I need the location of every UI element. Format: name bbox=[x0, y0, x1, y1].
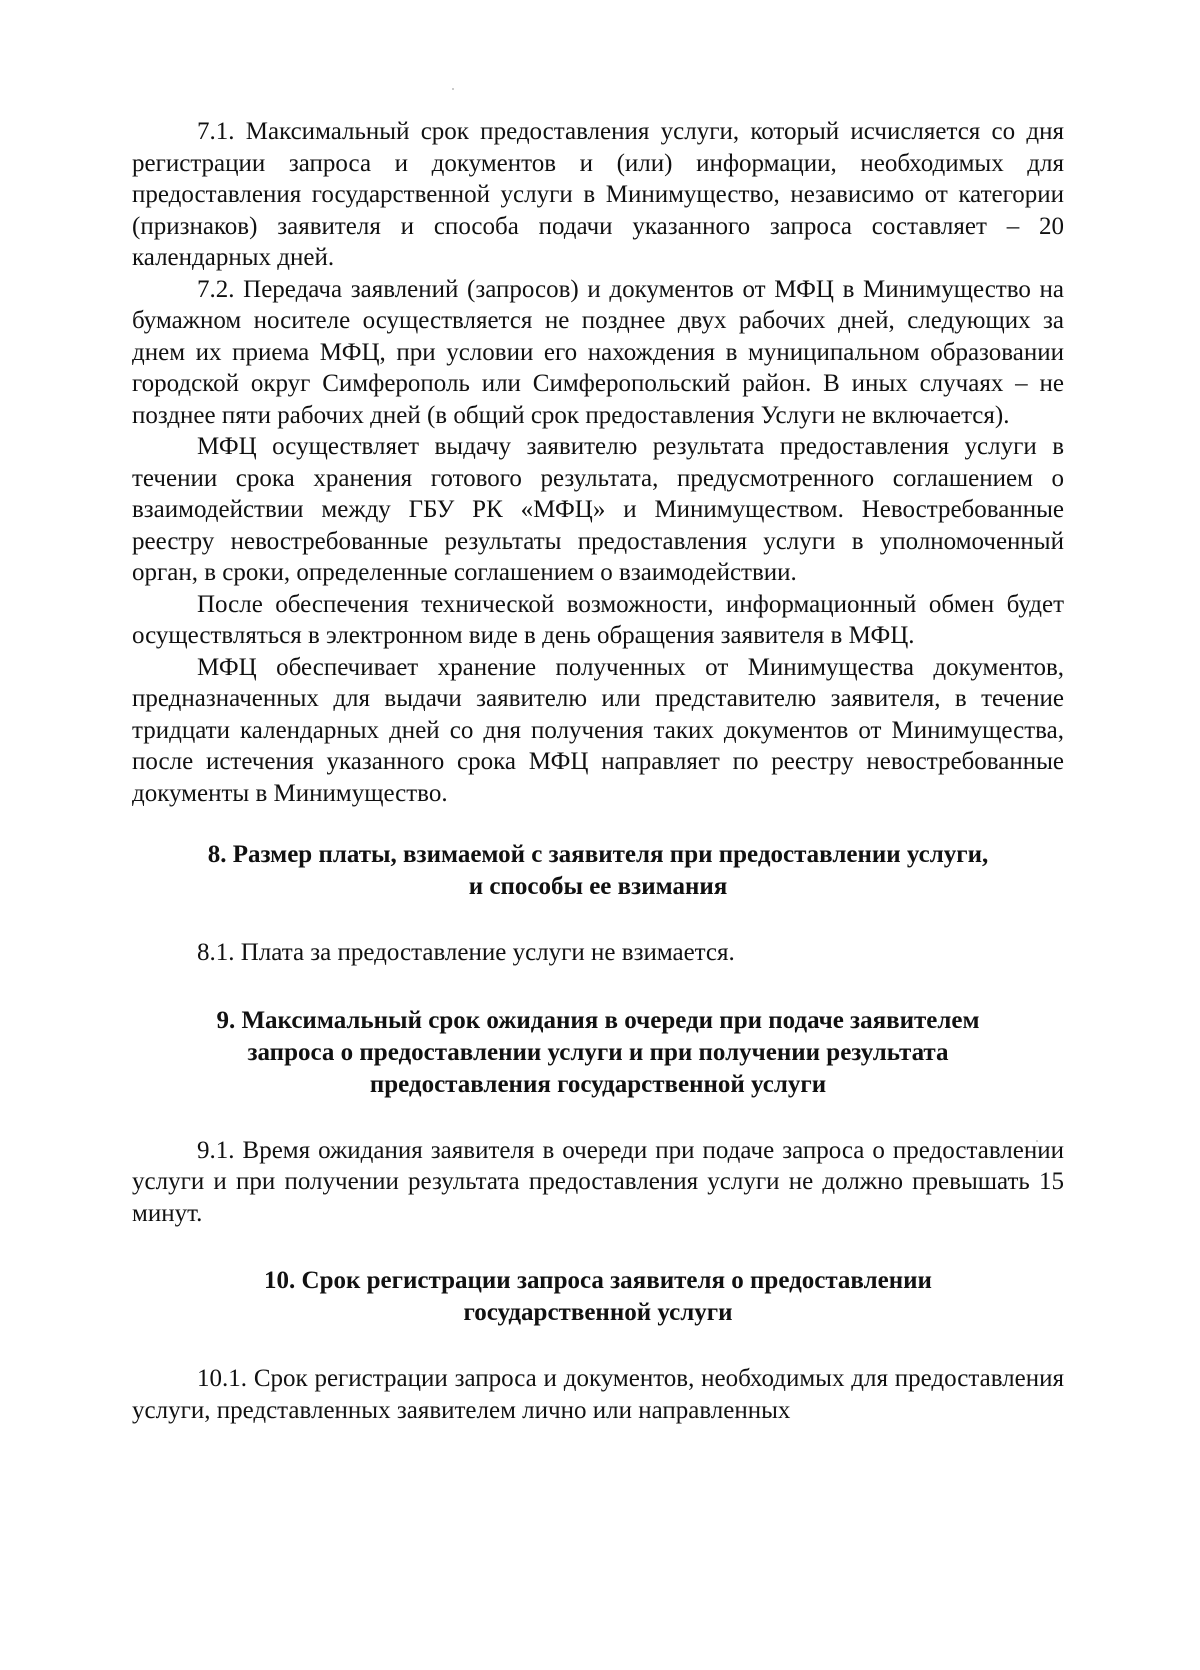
heading-8-line-1: 8. Размер платы, взимаемой с заявителя при предоставлении услуги, bbox=[207, 841, 989, 868]
spacer bbox=[132, 1101, 1064, 1135]
paragraph-10-1: 10.1. Срок регистрации запроса и документов, необходимых для предоставления услуги, представленных заявителем лично или направленных bbox=[132, 1365, 1064, 1424]
heading-9-line-2: запроса о предоставлении услуги и при получении результата bbox=[247, 1038, 949, 1066]
spacer bbox=[132, 903, 1064, 937]
heading-10-line-2: государственной услуги bbox=[463, 1299, 733, 1326]
paragraph-mfc-issue: МФЦ осуществляет выдачу заявителю результата предоставления услуги в течении срока хранения готового результата, предусмотренного соглашением о взаимодействии между ГБУ РК «МФЦ» и Минимуществом. Невостребованные реестру невостребованные результаты предоставления услуги в уполномоченный орган, в сроки, определенные соглашением о взаимодействии. bbox=[132, 433, 1064, 586]
section-heading-10 bbox=[132, 1265, 1064, 1329]
section-heading-9 bbox=[132, 1005, 1064, 1101]
paragraph-9-1: 9.1. Время ожидания заявителя в очереди при подаче запроса о предоставлении услуги и при получении результата предоставления услуги не должно превышать 15 минут. bbox=[132, 1136, 1064, 1227]
spacer bbox=[132, 1329, 1064, 1363]
spacer bbox=[132, 809, 1064, 839]
heading-9-line-3: предоставления государственной услуги bbox=[369, 1070, 827, 1098]
heading-9-line-1: 9. Максимальный срок ожидания в очереди при подаче заявителем bbox=[216, 1006, 980, 1034]
heading-10-line-1: 10. Срок регистрации запроса заявителя о предоставлении bbox=[264, 1267, 932, 1294]
spacer bbox=[132, 969, 1064, 1005]
paragraph-7-1: 7.1. Максимальный срок предоставления услуги, который исчисляется со дня регистрации запроса и документов и (или) информации, необходимых для предоставления государственной услуги в Минимущество, независимо от категории (признаков) заявителя и способа подачи указанного запроса составляет – 20 календарных дней. bbox=[132, 118, 1064, 271]
spacer bbox=[132, 1229, 1064, 1265]
paragraph-8-1: 8.1. Плата за предоставление услуги не взимается. bbox=[197, 939, 735, 966]
section-heading-8 bbox=[132, 839, 1064, 903]
paragraph-7-2: 7.2. Передача заявлений (запросов) и документов от МФЦ в Минимущество на бумажном носителе осуществляется не позднее двух рабочих дней, следующих за днем их приема МФЦ, при условии его нахождения в муниципальном образовании городской округ Симферополь или Симферопольский район. В иных случаях – не позднее пяти рабочих дней (в общий срок предоставления Услуги не включается). bbox=[132, 275, 1064, 429]
paragraph-info-exchange: После обеспечения технической возможности, информационный обмен будет осуществляться в электронном виде в день обращения заявителя в МФЦ. bbox=[132, 590, 1064, 649]
document-body bbox=[132, 116, 1064, 1426]
paragraph-mfc-storage: МФЦ обеспечивает хранение полученных от Минимущества документов, предназначенных для выдачи заявителю или представителю заявителя, в течение тридцати календарных дней со дня получения таких документов от Минимущества, после истечения указанного срока МФЦ направляет по реестру невостребованные документы в Минимущество. bbox=[132, 653, 1064, 807]
heading-8-line-2: и способы ее взимания bbox=[468, 873, 728, 900]
scan-speck bbox=[452, 88, 454, 90]
